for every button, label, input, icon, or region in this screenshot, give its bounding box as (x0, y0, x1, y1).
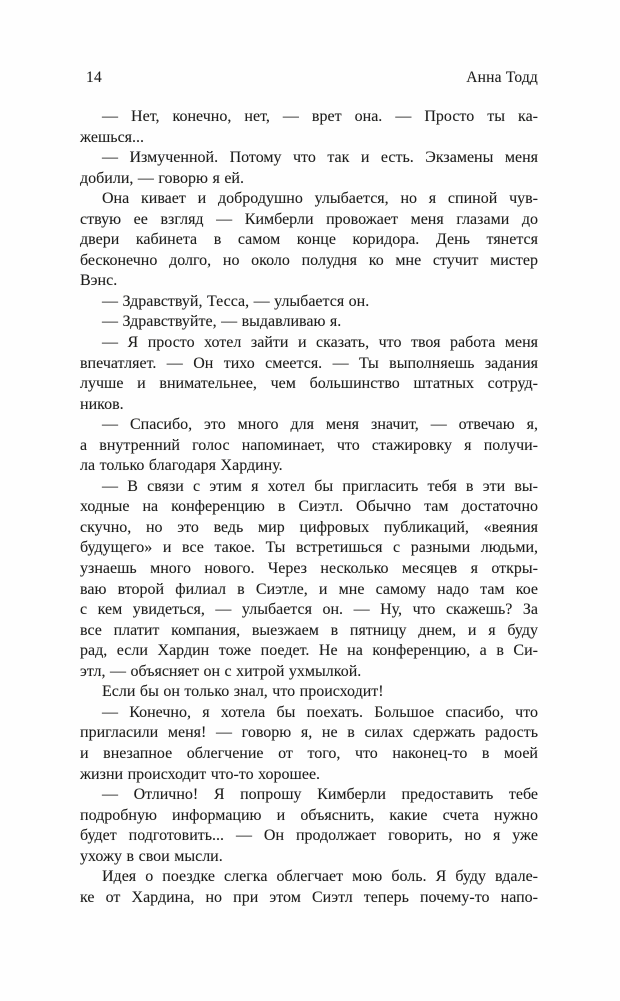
text-line: ваю второй филиал в Сиэтле, и мне самому надо там кое (80, 580, 538, 598)
text-line: — Отлично! Я попрошу Кимберли предоставить тебе (102, 786, 538, 804)
paragraph (80, 312, 538, 333)
paragraph (80, 477, 538, 682)
text-line: будущего» и все такое. Ты встретишься с разными людьми, (80, 539, 538, 557)
text-line: — Спасибо, это много для меня значит, — отвечаю я, (102, 416, 538, 434)
paragraph (80, 703, 538, 785)
text-line: ствую ее взгляд — Кимберли провожает меня глазами до (80, 210, 538, 228)
text-line: — Здравствуйте, — выдавливаю я. (102, 313, 342, 331)
text-line: ла только благодаря Хардину. (80, 457, 283, 475)
paragraph (80, 785, 538, 867)
text-line: Если бы он только знал, что происходит! (102, 683, 384, 701)
text-line: впечатляет. — Он тихо смеется. — Ты выполняешь задания (80, 354, 538, 372)
text-line: жешься... (80, 128, 145, 146)
text-line: ке от Хардина, но при этом Сиэтл теперь почему-то напо- (80, 888, 538, 906)
text-line: рад, если Хардин тоже поедет. Не на конференцию, а в Си- (80, 642, 538, 660)
paragraph (80, 682, 538, 703)
text-line: добили, — говорю я ей. (80, 169, 244, 187)
running-header-author: Анна Тодд (466, 69, 538, 86)
page-number: 14 (86, 69, 102, 86)
paragraph (80, 333, 538, 415)
text-line: двери кабинета в самом конце коридора. День тянется (80, 231, 538, 249)
text-line: будет подготовить... — Он продолжает говорить, но я уже (80, 827, 538, 845)
page-text (80, 107, 538, 908)
paragraph (80, 148, 538, 189)
running-header (86, 69, 538, 87)
text-line: бесконечно долго, но около полудня ко мне стучит мистер (80, 251, 538, 269)
text-line: ухожу в свои мысли. (80, 847, 223, 865)
paragraph (80, 189, 538, 292)
text-line: — Я просто хотел зайти и сказать, что твоя работа меня (102, 334, 538, 352)
text-line: подробную информацию и объяснить, какие счета нужно (80, 806, 538, 824)
text-line: ников. (80, 395, 124, 413)
paragraph (80, 292, 538, 313)
text-line: лучше и внимательнее, чем большинство штатных сотруд- (80, 375, 538, 393)
text-line: Идея о поездке слегка облегчает мою боль. Я буду вдале- (102, 868, 538, 886)
text-line: все платит компания, выезжаем в пятницу днем, и я буду (80, 621, 538, 639)
text-line: пригласили меня! — говорю я, не в силах сдержать радость (80, 724, 538, 742)
text-line: ходные на конференцию в Сиэтл. Обычно там достаточно (80, 498, 538, 516)
paragraph (80, 415, 538, 477)
text-line: — Конечно, я хотела бы поехать. Большое спасибо, что (102, 703, 538, 721)
text-line: а внутренний голос напоминает, что стажировку я получи- (80, 436, 538, 454)
text-line: — Измученной. Потому что так и есть. Экзамены меня (102, 149, 538, 167)
text-line: узнаешь много нового. Через несколько месяцев я откры- (80, 560, 538, 578)
paragraph (80, 107, 538, 148)
text-line: этл, — объясняет он с хитрой ухмылкой. (80, 662, 362, 680)
text-line: Вэнс. (80, 272, 118, 290)
text-line: с кем увидеться, — улыбается он. — Ну, что скажешь? За (80, 601, 538, 619)
text-line: — Здравствуй, Тесса, — улыбается он. (102, 292, 370, 310)
text-line: — Нет, конечно, нет, — врет она. — Просто ты ка- (102, 108, 538, 125)
text-line: и внезапное облегчение от того, что наконец-то в моей (80, 744, 538, 762)
text-line: скучно, но это ведь мир цифровых публикаций, «веяния (80, 518, 538, 536)
text-line: жизни происходит что-то хорошее. (80, 765, 321, 783)
paragraph (80, 867, 538, 908)
text-line: Она кивает и добродушно улыбается, но я спиной чув- (102, 190, 538, 208)
text-line: — В связи с этим я хотел бы пригласить тебя в эти вы- (102, 477, 538, 495)
